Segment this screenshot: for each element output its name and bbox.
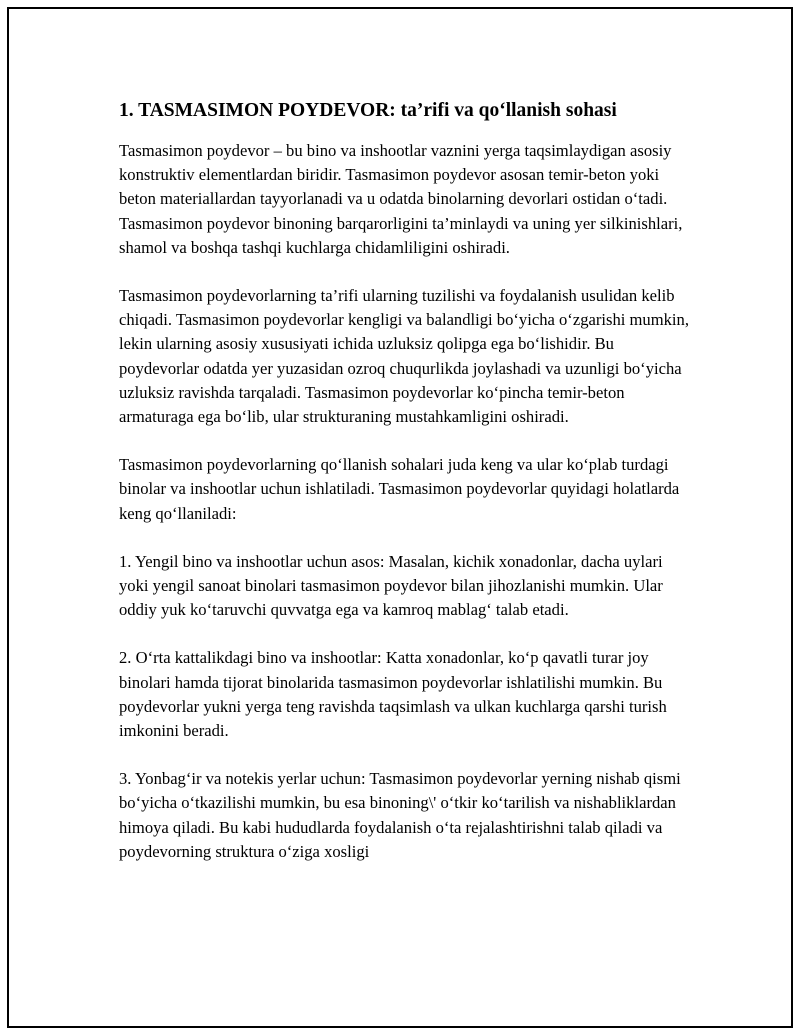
page-frame [7, 7, 793, 1028]
paragraph-definition: Tasmasimon poydevor – bu bino va inshootlar vaznini yerga taqsimlaydigan asosiy konstruktiv elementlardan biridir. Tasmasimon poydevor asosan temir-beton yoki beton materiallardan tayyorlanadi va u odatda binolarning devorlari ostidan o‘tadi. Tasmasimon poydevor binoning barqarorligini ta’minlaydi va uning yer silkinishlari, shamol va boshqa tashqi kuchlarga chidamliligini oshiradi. [119, 141, 683, 257]
page-title: 1. TASMASIMON POYDEVOR: ta’rifi va qo‘llanish sohasi [119, 100, 617, 121]
list-item-slopes: 3. Yonbag‘ir va notekis yerlar uchun: Tasmasimon poydevorlar yerning nishab qismi bo‘yicha o‘tkazilishi mumkin, bu esa binoning\' o‘tkir ko‘tarilish va nishabliklardan himoya qiladi. Bu kabi hududlarda foydalanish o‘ta rejalashtirishni talab qiladi va poydevorning struktura o‘ziga xosligi [119, 769, 681, 861]
list-item-medium-buildings: 2. O‘rta kattalikdagi bino va inshootlar: Katta xonadonlar, ko‘p qavatli turar joy binolari hamda tijorat binolarida tasmasimon poydevorlar ishlatilishi mumkin. Bu poydevorlar yukni yerga teng ravishda taqsimlash va ulkan kuchlarga qarshi turish imkonini beradi. [119, 648, 667, 741]
paragraph-applications-intro: Tasmasimon poydevorlarning qo‘llanish sohalari juda keng va ular ko‘plab turdagi binolar va inshootlar uchun ishlatiladi. Tasmasimon poydevorlar quyidagi holatlarda keng qo‘llaniladi: [119, 455, 680, 523]
list-item-light-buildings: 1. Yengil bino va inshootlar uchun asos: Masalan, kichik xonadonlar, dacha uylari yoki yengil sanoat binolari tasmasimon poydevor bilan jihozlanishi mumkin. Ular oddiy yuk ko‘taruvchi quvvatga ega va kamroq mablag‘ talab etadi. [119, 551, 663, 620]
paragraph-structure: Tasmasimon poydevorlarning ta’rifi ularning tuzilishi va foydalanish usulidan kelib chiqadi. Tasmasimon poydevorlar kengligi va balandligi bo‘yicha o‘zgarishi mumkin, lekin ularning asosiy xususiyati ichida uzluksiz qolipga ega bo‘lishidir. Bu poydevorlar odatda yer yuzasidan ozroq chuqurlikda joylashadi va uzunligi bo‘yicha uzluksiz ravishda tarqaladi. Tasmasimon poydevorlar ko‘pincha temir-beton armaturaga ega bo‘lib, ular strukturaning mustahkamligini oshiradi. [119, 286, 689, 427]
document-body [119, 97, 694, 888]
